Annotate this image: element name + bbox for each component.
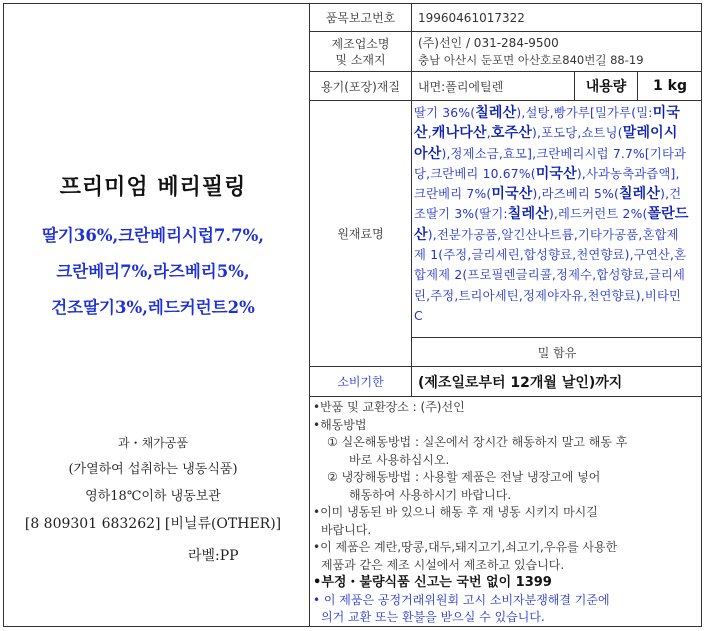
report-no-value: 19960461017322 — [418, 10, 525, 25]
thaw-method-1-cont: 바로 사용하십시오. — [349, 452, 450, 467]
maker-label-line1: 제조업소명 — [331, 36, 390, 51]
origin-country: 칠레산 — [618, 186, 661, 203]
expiry-label: 소비기한 — [337, 375, 384, 389]
container-label: 용기(포장)재질 — [321, 79, 400, 94]
row-line — [309, 396, 702, 397]
origin-country: 미국산 — [491, 186, 533, 203]
ingredient-text: ),라즈베리 5%( — [532, 187, 619, 202]
exchange-note: •반품 및 교환장소 : (주)선인 — [313, 400, 465, 414]
origin-country: 칠레산 — [475, 105, 517, 121]
volume-label: 내용량 — [585, 79, 627, 95]
origin-country: 캐나다산 — [431, 125, 487, 142]
storage-info: 영하18℃이하 냉동보관 — [85, 489, 221, 504]
allergen-value: 밀 함유 — [537, 345, 577, 360]
notes-block — [313, 399, 698, 627]
origin-country: 미국산 — [535, 165, 577, 182]
ingredients-text — [414, 103, 690, 326]
ingredient-text: , — [427, 126, 432, 141]
thaw-method-1: ① 실온해동방법 : 실온에서 장시간 해동하지 말고 해동 후 — [327, 435, 628, 449]
ingredient-text: ),사과농축과즙액],크란베리 7%( — [414, 166, 680, 202]
maker-address: 충남 아산시 둔포면 아산호로840번길 88-19 — [418, 52, 644, 67]
origin-country: 폴란드산 — [414, 206, 689, 243]
maker-label — [310, 32, 411, 71]
maker-value — [412, 32, 702, 71]
maker-name: (주)선인 / 031-284-9500 — [418, 35, 559, 50]
product-type: 과・채가공품 — [118, 436, 188, 450]
container-value: 내면:폴리에틸렌 — [418, 79, 504, 94]
origin-country: 호주산 — [490, 125, 533, 142]
expiry-value: (제조일로부터 12개월 날인)까지 — [418, 374, 623, 391]
ingredients-label: 원재료명 — [337, 227, 384, 241]
volume-value: 1 kg — [653, 78, 687, 94]
origin-country: 미국산 — [414, 105, 681, 142]
composition-line: 건조딸기3%,레드커런트2% — [51, 298, 255, 317]
ingredient-text: ),건조딸기 3%(딸기: — [414, 187, 682, 222]
consumer-note-cont: 의거 교환 또는 환불을 받으실 수 있습니다. — [321, 610, 545, 624]
allergy-note: •이 제품은 계란,땅콩,대두,돼지고기,쇠고기,우유를 사용한 — [313, 540, 618, 554]
ingredient-text: 딸기 36%( — [414, 106, 476, 120]
barcode-line: [8 809301 683262] [비닐류(OTHER)] — [24, 516, 282, 532]
refreeze-note-cont: 바랍니다. — [321, 522, 372, 537]
product-name: 프리미엄 베리필링 — [59, 175, 247, 200]
maker-label-line2: 및 소재지 — [335, 52, 386, 67]
report-hotline: •부정・불량식품 신고는 국번 없이 1399 — [313, 575, 552, 590]
report-no-label: 품목보고번호 — [325, 11, 396, 25]
ingredient-text: ),포도당,쇼트닝( — [532, 126, 623, 141]
ingredient-text: , — [486, 126, 491, 141]
ingredient-text: ),정제소금,효모],크란베리시럽 7.7%[기타과당,크란베리 10.67%( — [414, 146, 687, 181]
origin-country: 말레이시아산 — [414, 125, 678, 162]
heating-note: (가열하여 섭취하는 냉동식품) — [68, 462, 238, 477]
origin-country: 칠레산 — [507, 206, 549, 223]
composition-line: 딸기36%,크란베리시럽7.7%, — [41, 226, 265, 245]
ingredient-text: ),레드커런트 2%( — [548, 207, 648, 222]
thaw-method-2: ② 냉장해동방법 : 사용할 제품은 전날 냉장고에 넣어 — [327, 470, 601, 484]
refreeze-note: •이미 냉동된 바 있으니 해동 후 재 냉동 시키지 마시길 — [313, 505, 598, 519]
label-material: 라벨:PP — [188, 548, 239, 564]
ingredient-text: ),전분가공품,알긴산나트륨,기타가공품,혼합제제 1(주정,글리세린,합성향료,천연향료),구연산,혼합제제 2(프로필렌글리콜,정제수,합성향료,글리세린,주정,트리아세틴,정제야자유,천연향료),비타민 C — [414, 227, 687, 323]
thaw-title: •해동방법 — [313, 417, 367, 432]
ingredient-text: ),설탕,빵가루[밀가루(밀: — [516, 106, 653, 120]
thaw-method-2-cont: 해동하여 사용하시기 바랍니다. — [349, 487, 512, 502]
consumer-note: • 이 제품은 공정거래위원회 고시 소비자분쟁해결 기준에 — [313, 592, 610, 607]
allergy-note-cont: 제품과 같은 제조 시설에서 제조하고 있습니다. — [321, 557, 565, 572]
composition-line: 크란베리7%,라즈베리5%, — [56, 262, 250, 281]
